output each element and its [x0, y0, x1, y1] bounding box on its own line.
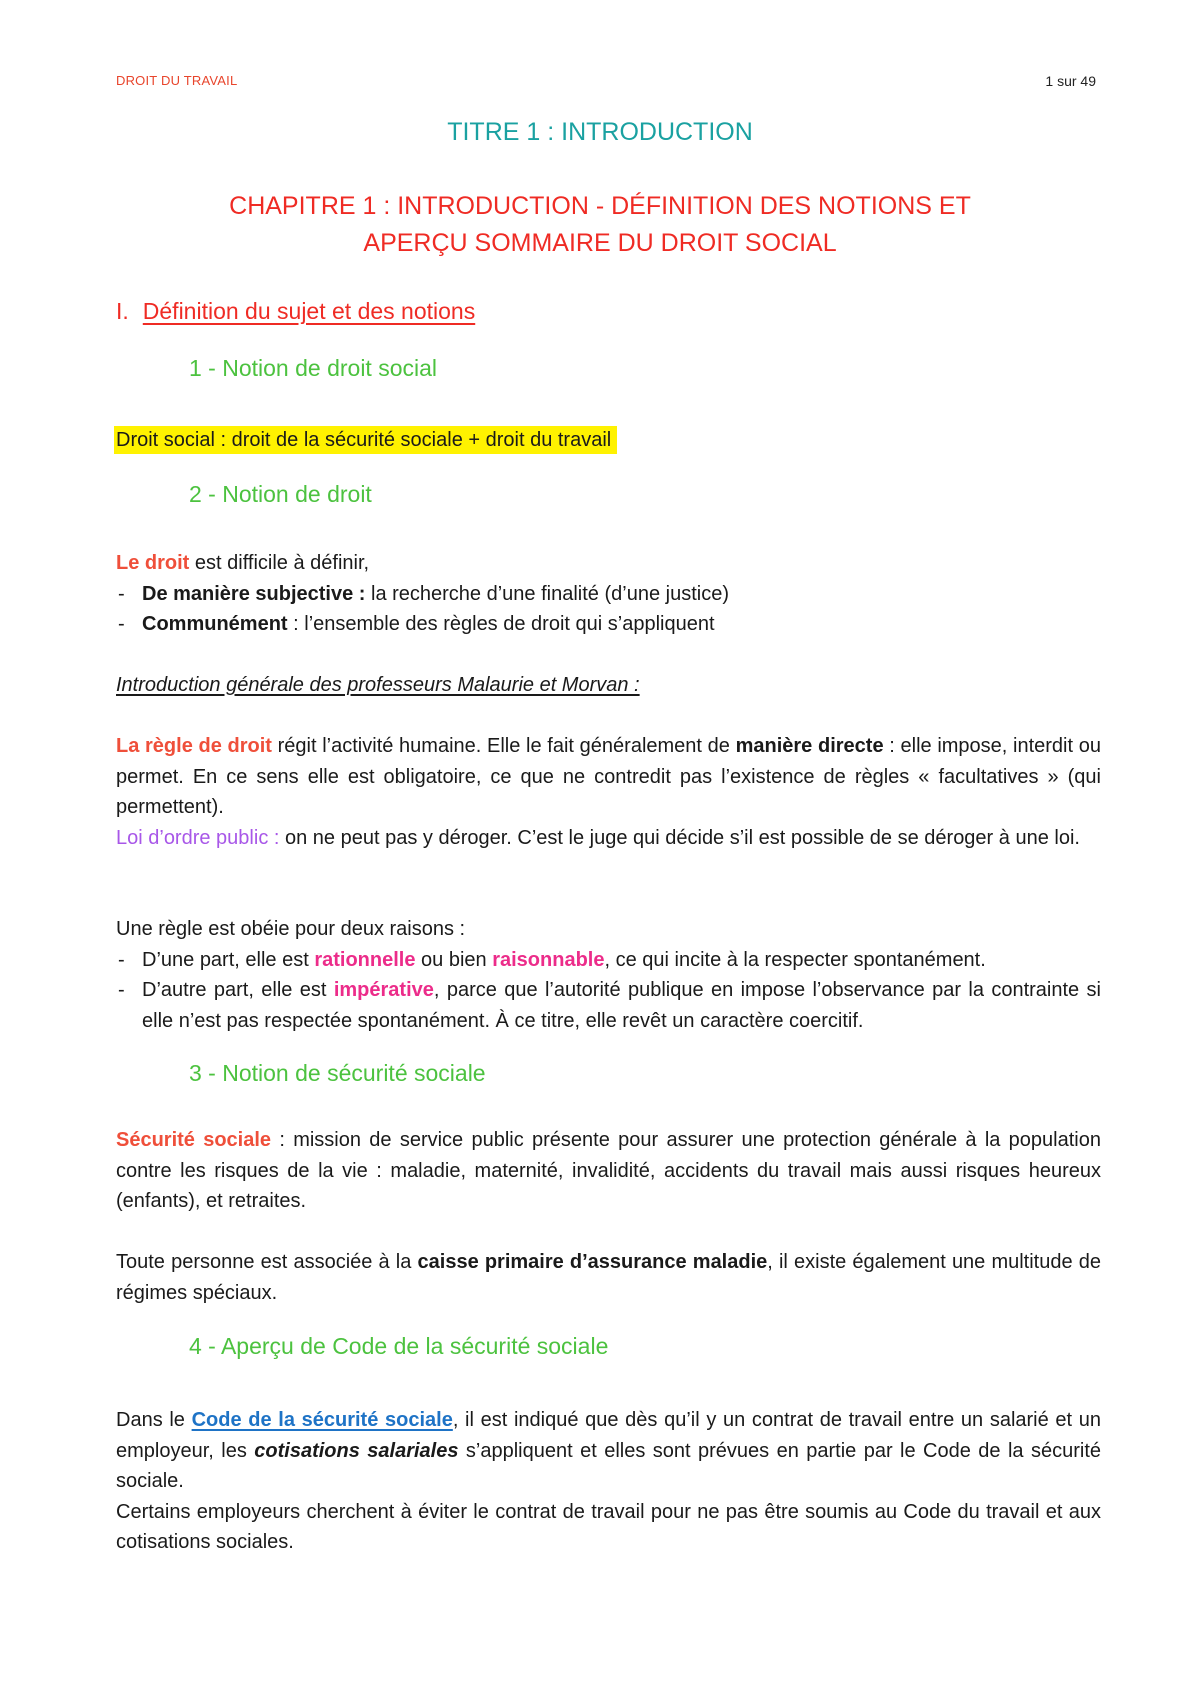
- list-item-key: Communément: [142, 613, 288, 635]
- subsection-heading-3: 3 - Notion de sécurité sociale: [189, 1060, 486, 1086]
- loi-text: on ne peut pas y déroger. C’est le juge qui décide s’il est possible de se déroger à une loi.: [279, 826, 1080, 849]
- regle-paragraph: [116, 731, 1101, 853]
- text-span: Dans le: [116, 1409, 192, 1431]
- droit-intro: [116, 548, 1101, 579]
- keyword-loi-ordre-public: Loi d’ordre public :: [116, 826, 280, 849]
- chapter-title-line-2: APERÇU SOMMAIRE DU DROIT SOCIAL: [363, 229, 837, 257]
- list-item-key: De manière subjective :: [142, 582, 366, 605]
- keyword-cotisations-salariales: cotisations salariales: [254, 1439, 459, 1462]
- droit-definition-list: [116, 579, 1101, 640]
- text-span: D’autre part, elle est: [142, 979, 334, 1001]
- caisse-paragraph: [116, 1247, 1101, 1308]
- chapter-title: [100, 188, 1100, 262]
- source-reference: [116, 670, 1101, 701]
- list-item: [116, 945, 1101, 976]
- text-span: , parce que l’autorité publique en impose l’observance par la contrainte si elle n’est pas respectée spontanément. À ce titre, elle revêt un caractère coercitif.: [142, 979, 1101, 1032]
- section-title: Définition du sujet et des notions: [142, 298, 476, 324]
- keyword-raisonnable: raisonnable: [492, 948, 605, 971]
- raisons-intro: Une règle est obéie pour deux raisons :: [116, 918, 466, 940]
- keyword-rationnelle: rationnelle: [314, 948, 416, 971]
- keyword-maniere-directe: manière directe: [735, 735, 884, 757]
- droit-intro-text: est difficile à définir,: [189, 552, 370, 574]
- definition-paragraph: [116, 425, 1101, 456]
- source-reference-text: Introduction générale des professeurs Malaurie et Morvan :: [116, 674, 640, 696]
- part-title: TITRE 1 : INTRODUCTION: [447, 118, 753, 146]
- page-number: 1 sur 49: [1045, 73, 1096, 89]
- keyword-le-droit: Le droit: [116, 552, 190, 574]
- employeurs-text: Certains employeurs cherchent à éviter le contrat de travail pour ne pas être soumis au Code du travail et aux cotisations sociales.: [116, 1500, 1101, 1553]
- keyword-regle-de-droit: La règle de droit: [116, 735, 272, 757]
- text-span: ou bien: [415, 948, 493, 971]
- list-item: [116, 579, 1101, 610]
- text-span: , il existe également une multitude de régimes spéciaux.: [116, 1251, 1101, 1304]
- highlighted-definition: Droit social : droit de la sécurité sociale + droit du travail: [114, 426, 617, 454]
- regle-text-1: régit l’activité humaine. Elle le fait généralement de: [271, 735, 736, 757]
- text-span: D’une part, elle est: [142, 948, 315, 971]
- subsection-heading-4: 4 - Aperçu de Code de la sécurité sociale: [189, 1333, 609, 1359]
- code-securite-sociale-link[interactable]: Code de la sécurité sociale: [191, 1409, 453, 1431]
- list-item-text: : l’ensemble des règles de droit qui s’appliquent: [287, 613, 715, 635]
- keyword-securite-sociale: Sécurité sociale: [116, 1129, 272, 1151]
- code-paragraph: [116, 1405, 1101, 1558]
- section-number: I.: [116, 298, 129, 324]
- securite-sociale-paragraph: [116, 1125, 1101, 1217]
- text-span: , ce qui incite à la respecter spontanément.: [604, 948, 986, 971]
- subsection-heading-2: 2 - Notion de droit: [189, 481, 372, 507]
- keyword-cpam: caisse primaire d’assurance maladie: [417, 1251, 768, 1273]
- running-header-title: DROIT DU TRAVAIL: [116, 73, 238, 88]
- securite-sociale-text: : mission de service public présente pour assurer une protection générale à la population contre les risques de la vie : maladie, maternité, invalidité, accidents du travail mais aussi risques heureux (enfants), et retraites.: [116, 1129, 1101, 1212]
- subsection-heading-1: 1 - Notion de droit social: [189, 355, 438, 381]
- list-item: [116, 609, 1101, 640]
- regle-text-2: : elle impose, interdit ou permet. En ce sens elle est obligatoire, ce que ne contredit pas l’existence de règles « facultatives » (qui permettent).: [116, 735, 1101, 818]
- raisons-block: [116, 914, 1101, 1036]
- chapter-title-line-1: CHAPITRE 1 : INTRODUCTION - DÉFINITION DES NOTIONS ET: [229, 192, 971, 220]
- keyword-imperative: impérative: [333, 979, 434, 1001]
- text-span: Toute personne est associée à la: [116, 1251, 418, 1273]
- text-span: , il est indiqué que dès qu’il y un contrat de travail entre un salarié et un employeur, les: [116, 1409, 1101, 1462]
- list-item: [116, 975, 1101, 1036]
- section-heading: [116, 298, 475, 325]
- text-span: s’appliquent et elles sont prévues en partie par le Code de la sécurité sociale.: [116, 1439, 1101, 1492]
- raisons-list: [116, 945, 1101, 1037]
- list-item-text: la recherche d’une finalité (d’une justice): [365, 582, 729, 605]
- droit-definition-block: [116, 548, 1101, 640]
